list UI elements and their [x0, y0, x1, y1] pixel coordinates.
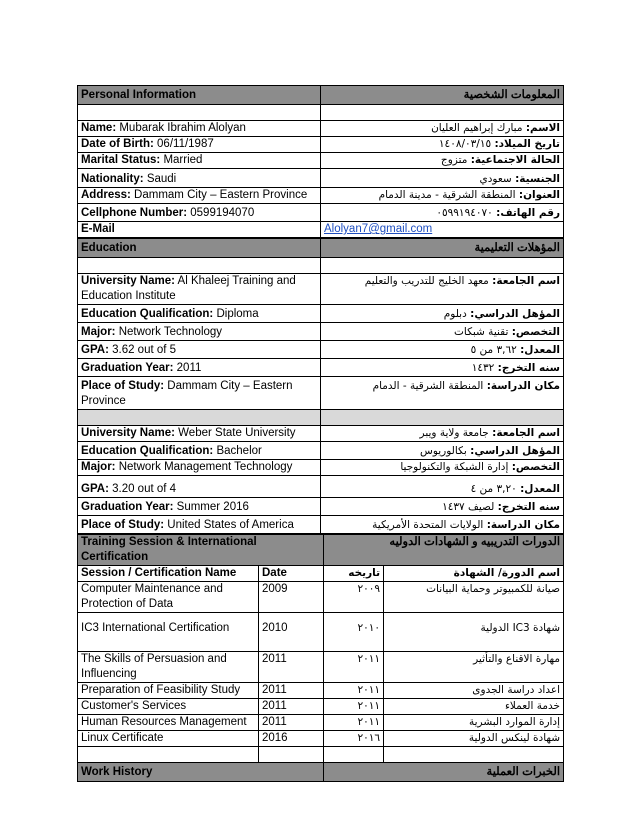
training-header: [78, 535, 564, 566]
field-value-ar: الولايات المتحدة الأمريكية: [372, 519, 487, 531]
column-header-session: Session / Certification Name: [78, 566, 259, 582]
spacer-row: [78, 747, 564, 763]
field-label-ar: العنوان:: [518, 189, 560, 201]
field-value-ar: مبارك إبراهيم العليان: [431, 122, 526, 134]
field-label: Cellphone Number:: [81, 207, 188, 219]
resume-document: [77, 85, 563, 782]
field-label-ar: مكان الدراسة:: [486, 519, 560, 531]
training-row: [78, 613, 564, 652]
spacer-row: [78, 258, 564, 274]
field-label: Major:: [81, 326, 116, 338]
field-label: Graduation Year:: [81, 362, 174, 374]
field-label-ar: المعدل:: [520, 483, 560, 495]
training-date-ar: ٢٠١٠: [324, 613, 384, 652]
email-row: [78, 222, 564, 238]
field-label: Education Qualification:: [81, 308, 214, 320]
field-label-ar: اسم الجامعة:: [492, 427, 560, 439]
field-value: Mubarak Ibrahim Alolyan: [116, 122, 246, 134]
field-label-ar: سنه التخرج:: [497, 501, 560, 513]
field-value-ar: جامعة ولاية ويبر: [419, 427, 493, 439]
field-value-ar: المنطقة الشرقية - الدمام: [372, 380, 487, 392]
field-label-ar: الحالة الاجتماعية:: [470, 154, 560, 166]
field-label: Date of Birth:: [81, 138, 154, 150]
training-date-ar: ٢٠١١: [324, 683, 384, 699]
field-label: Major:: [81, 461, 116, 473]
column-header-name-ar: اسم الدورة/ الشهادة: [384, 566, 564, 582]
education-row: [78, 341, 564, 359]
field-value-ar: سعودي: [479, 173, 516, 185]
training-name: Preparation of Feasibility Study: [78, 683, 259, 699]
training-name: Computer Maintenance and Protection of Data: [78, 582, 259, 613]
training-date: 2016: [259, 731, 324, 747]
training-name-ar: اعداد دراسة الجدوى: [384, 683, 564, 699]
field-label-ar: المؤهل الدراسي:: [470, 445, 560, 457]
education-row: [78, 274, 564, 305]
column-header-date: Date: [259, 566, 324, 582]
education-title-en: Education: [78, 239, 321, 258]
education-row: [78, 323, 564, 341]
field-label: Name:: [81, 122, 117, 134]
training-name-ar: إدارة الموارد البشرية: [384, 715, 564, 731]
work-history-title-en: Work History: [78, 763, 324, 782]
training-title-ar: الدورات التدريبيه و الشهادات الدوليه: [324, 535, 564, 566]
field-label: Education Qualification:: [81, 445, 214, 457]
field-label-ar: سنه التخرج:: [497, 362, 560, 374]
field-value-ar: المنطقة الشرقية - مدينة الدمام: [378, 189, 519, 201]
field-label: Graduation Year:: [81, 501, 174, 513]
field-label: Place of Study:: [81, 380, 165, 392]
field-value-ar: متزوج: [440, 154, 471, 166]
training-name: The Skills of Persuasion and Influencing: [78, 652, 259, 683]
work-history-header: [78, 763, 564, 782]
info-row: [78, 188, 564, 204]
field-label: GPA:: [81, 344, 109, 356]
personal-info-title-ar: المعلومات الشخصية: [321, 86, 564, 105]
field-label-ar: تاريخ الميلاد:: [494, 138, 560, 150]
field-label: GPA:: [81, 483, 109, 495]
field-value-ar: ١٤٣٢: [471, 362, 498, 374]
training-date-ar: ٢٠١١: [324, 699, 384, 715]
info-row: [78, 204, 564, 222]
personal-info-title-en: Personal Information: [78, 86, 321, 105]
training-date: 2011: [259, 699, 324, 715]
field-label: Marital Status:: [81, 154, 161, 166]
education-row: [78, 377, 564, 410]
field-value-ar: ١٤٠٨/٠٣/١٥: [438, 138, 495, 150]
training-name: Linux Certificate: [78, 731, 259, 747]
field-label-ar: اسم الجامعة:: [492, 275, 560, 287]
personal-info-table: [77, 85, 564, 238]
education-table: [77, 238, 564, 534]
field-label-ar: التخصص:: [511, 461, 560, 473]
field-label: University Name:: [81, 427, 175, 439]
field-label: Nationality:: [81, 173, 144, 185]
training-name-ar: مهارة الاقناع والتأثير: [384, 652, 564, 683]
field-value-ar: ٣,٦٢ من ٥: [470, 344, 521, 356]
training-name-ar: شهادة IC3 الدولية: [384, 613, 564, 652]
field-value: Summer 2016: [173, 501, 249, 513]
personal-info-header: [78, 86, 564, 105]
work-history-title-ar: الخبرات العملية: [324, 763, 564, 782]
field-value: 2011: [173, 362, 202, 374]
training-date: 2009: [259, 582, 324, 613]
education-row: [78, 516, 564, 534]
field-value: Weber State University: [174, 427, 296, 439]
training-row: [78, 699, 564, 715]
field-value-ar: تقنية شبكات: [454, 326, 512, 338]
field-label-ar: مكان الدراسة:: [486, 380, 560, 392]
training-date: 2011: [259, 715, 324, 731]
info-row: [78, 121, 564, 137]
field-value: United States of America: [164, 519, 294, 531]
field-value: Diploma: [213, 308, 259, 320]
education-title-ar: المؤهلات التعليمية: [321, 239, 564, 258]
field-value: 0599194070: [187, 207, 255, 219]
info-row: [78, 153, 564, 169]
field-value: Network Management Technology: [115, 461, 293, 473]
field-label-ar: رقم الهاتف:: [496, 207, 560, 219]
education-row: [78, 426, 564, 442]
education-row: [78, 359, 564, 377]
field-value: Bachelor: [213, 445, 262, 457]
field-value: Network Technology: [115, 326, 223, 338]
field-label-ar: الاسم:: [525, 122, 560, 134]
education-row: [78, 476, 564, 498]
field-label: University Name:: [81, 275, 175, 287]
training-name-ar: شهادة لينكس الدولية: [384, 731, 564, 747]
training-date-ar: ٢٠١١: [324, 715, 384, 731]
training-date: 2011: [259, 652, 324, 683]
field-value-ar: بكالوريوس: [420, 445, 471, 457]
field-label-ar: المعدل:: [520, 344, 560, 356]
email-label: E-Mail: [78, 222, 321, 238]
field-value: Dammam City – Eastern Province: [130, 189, 308, 201]
training-row: [78, 582, 564, 613]
field-value: 3.20 out of 4: [108, 483, 177, 495]
field-value-ar: لصيف ١٤٣٧: [442, 501, 498, 513]
training-table: [77, 534, 564, 782]
training-date-ar: ٢٠٠٩: [324, 582, 384, 613]
field-label: Place of Study:: [81, 519, 165, 531]
field-value: Married: [160, 154, 203, 166]
info-row: [78, 169, 564, 188]
field-value: 06/11/1987: [153, 138, 214, 150]
field-value: 3.62 out of 5: [108, 344, 177, 356]
training-date-ar: ٢٠١٦: [324, 731, 384, 747]
training-row: [78, 715, 564, 731]
field-value-ar: ٣,٢٠ من ٤: [470, 483, 521, 495]
training-name: Human Resources Management: [78, 715, 259, 731]
training-date: 2010: [259, 613, 324, 652]
field-value-ar: إدارة الشبكة والتكنولوجيا: [400, 461, 512, 473]
field-value: Al Khaleej Training and Education Institute: [81, 275, 296, 302]
training-name-ar: خدمة العملاء: [384, 699, 564, 715]
field-label-ar: الجنسية:: [515, 173, 560, 185]
field-value-ar: دبلوم: [443, 308, 471, 320]
info-row: [78, 137, 564, 153]
training-column-header-row: [78, 566, 564, 582]
training-row: [78, 652, 564, 683]
training-date-ar: ٢٠١١: [324, 652, 384, 683]
field-value-ar: معهد الخليج للتدريب والتعليم: [364, 275, 493, 287]
training-name: Customer's Services: [78, 699, 259, 715]
separator-row: [78, 410, 564, 426]
field-label: Address:: [81, 189, 131, 201]
education-row: [78, 442, 564, 460]
spacer-row: [78, 105, 564, 121]
training-name: IC3 International Certification: [78, 613, 259, 652]
field-value: Saudi: [143, 173, 177, 185]
education-row: [78, 498, 564, 516]
education-header: [78, 239, 564, 258]
field-value: Dammam City – Eastern Province: [81, 380, 293, 407]
training-row: [78, 683, 564, 699]
training-name-ar: صيانة للكمبيوتر وحماية البيانات: [384, 582, 564, 613]
education-row: [78, 305, 564, 323]
email-link[interactable]: Alolyan7@gmail.com: [324, 223, 433, 235]
field-label-ar: المؤهل الدراسي:: [470, 308, 560, 320]
education-row: [78, 460, 564, 476]
field-label-ar: التخصص:: [511, 326, 560, 338]
field-value-ar: ٠٥٩٩١٩٤٠٧٠: [436, 207, 497, 219]
column-header-date-ar: تاريخه: [324, 566, 384, 582]
training-row: [78, 731, 564, 747]
training-date: 2011: [259, 683, 324, 699]
training-title-en: Training Session & International Certification: [78, 535, 324, 566]
